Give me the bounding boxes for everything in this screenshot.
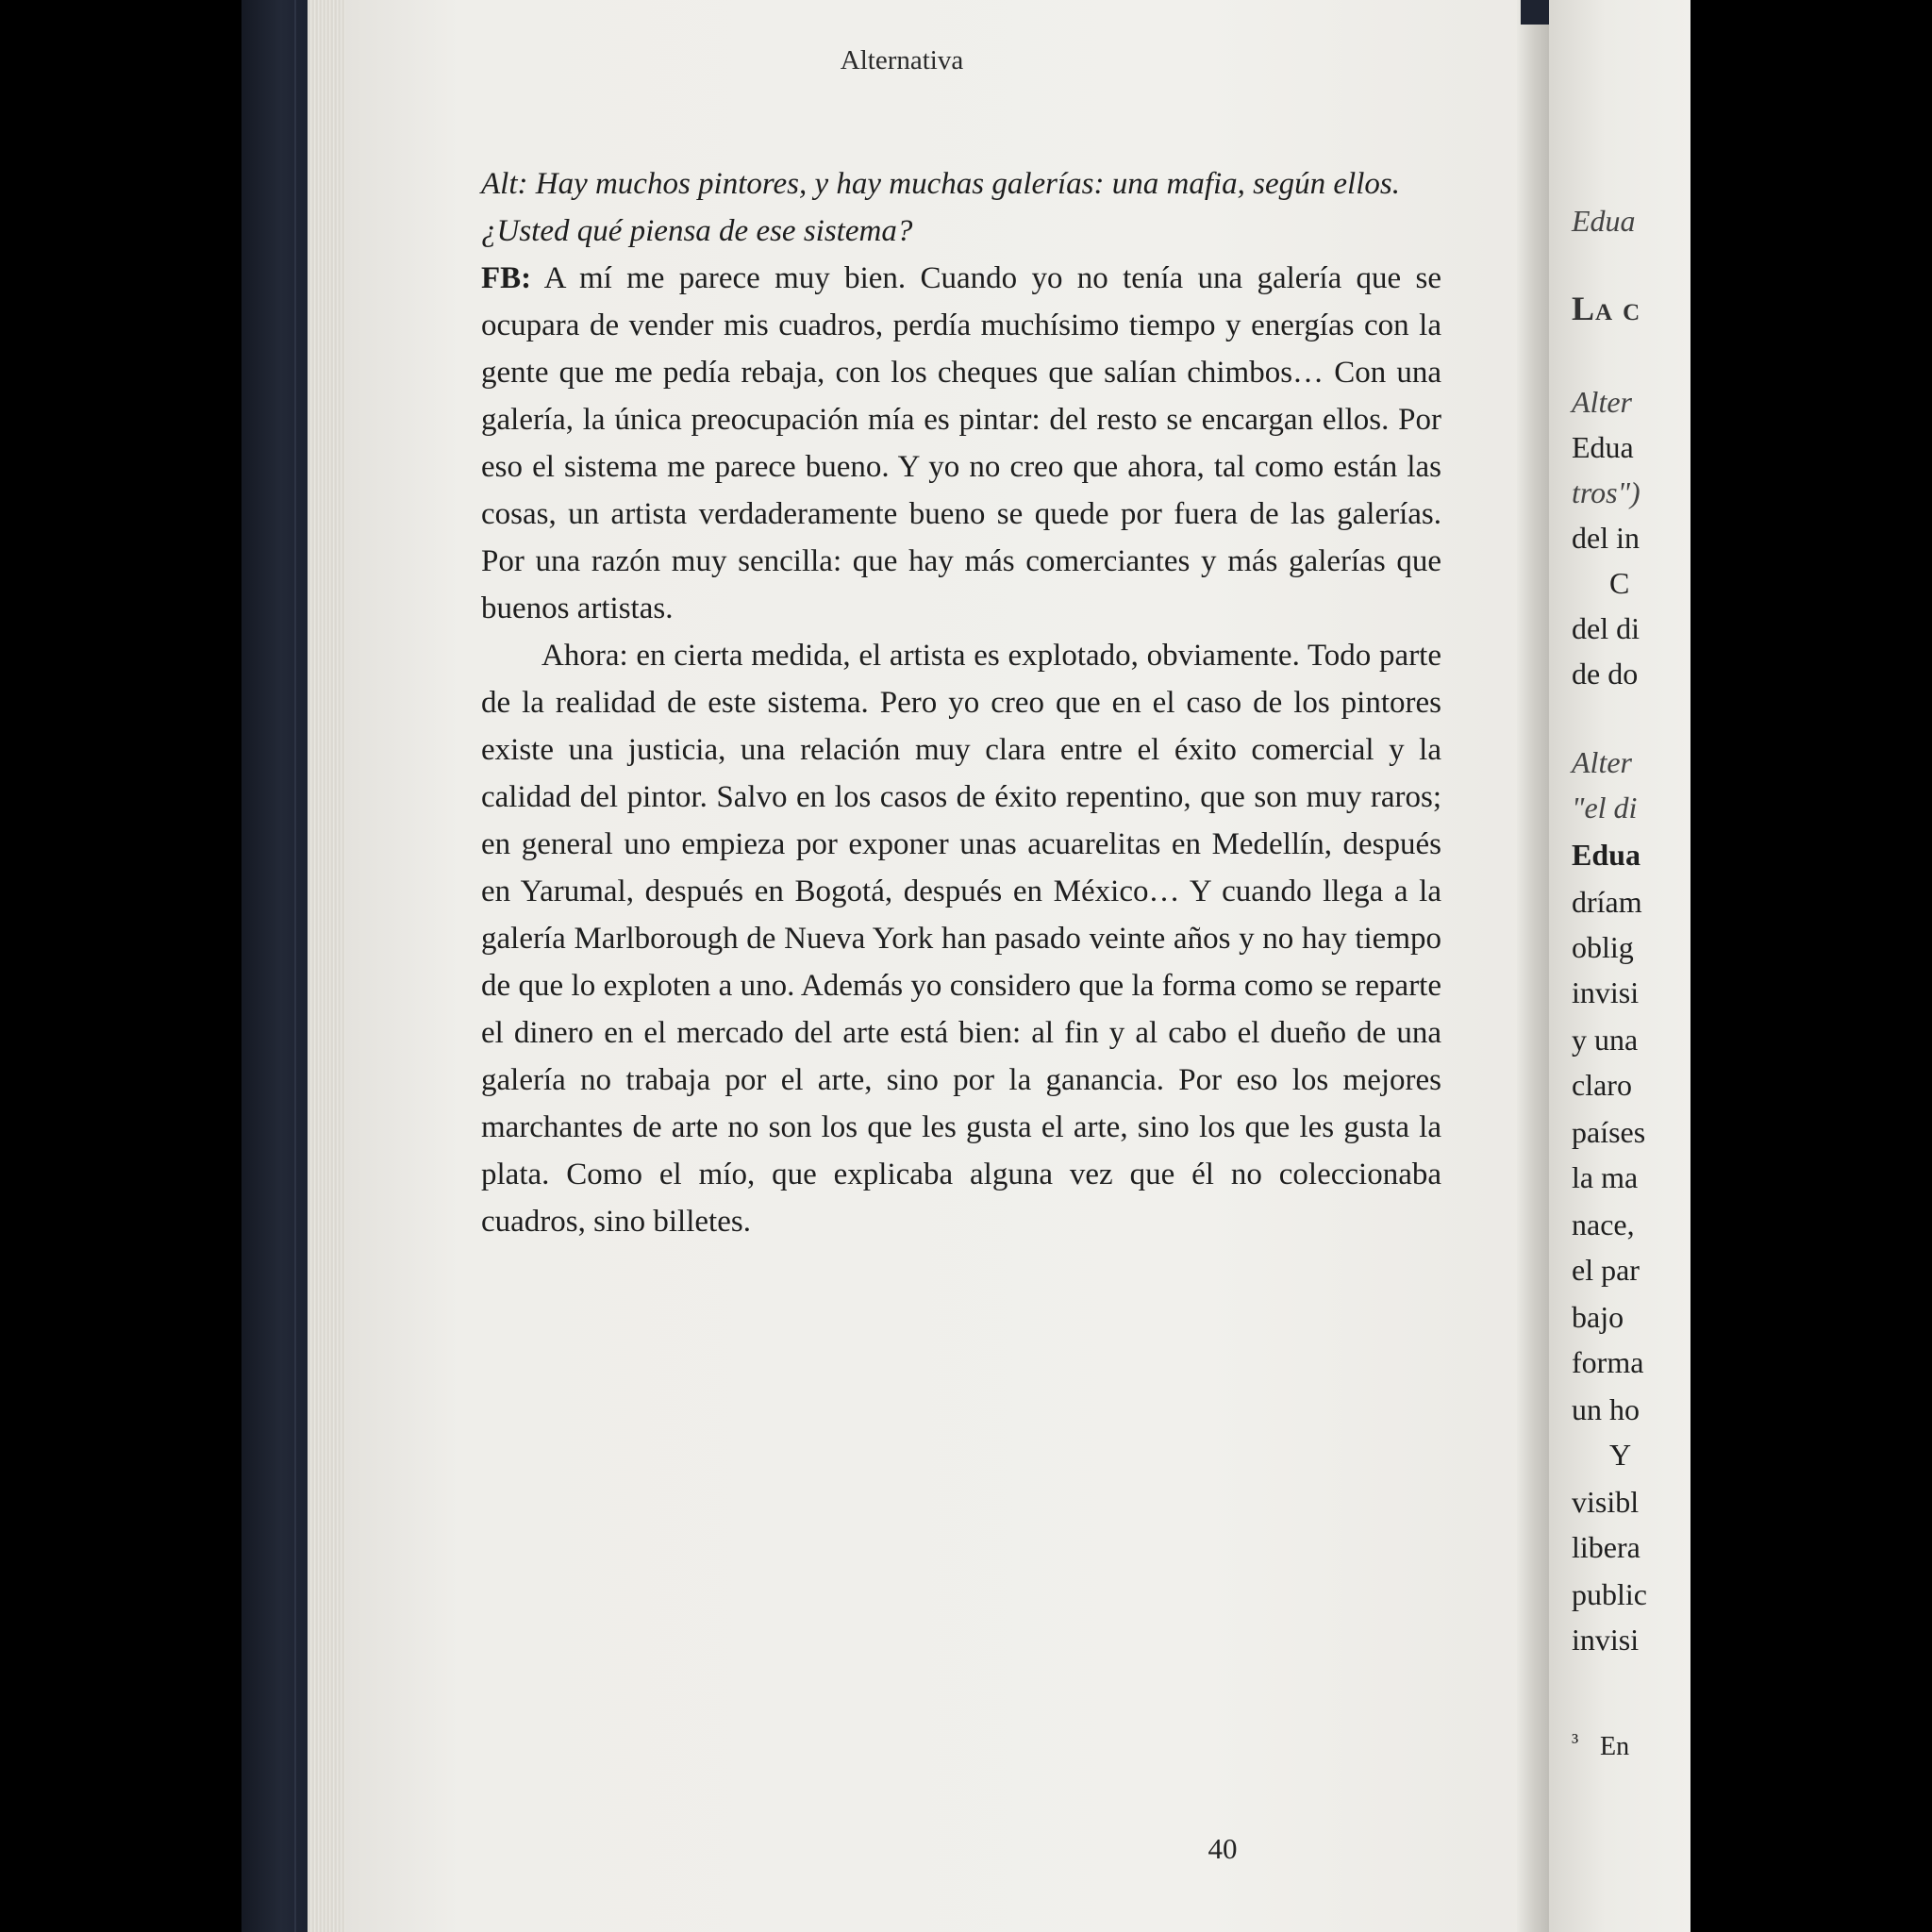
- right-page-line: invisi: [1572, 1623, 1640, 1657]
- right-page: [1549, 0, 1690, 1932]
- right-page-line: oblig: [1572, 930, 1634, 964]
- right-page-line: tros"): [1572, 475, 1641, 509]
- right-page-line: Edua: [1572, 204, 1636, 238]
- right-page-line: C: [1609, 566, 1630, 600]
- right-page-line: países: [1572, 1115, 1646, 1149]
- right-page-line: claro: [1572, 1068, 1632, 1102]
- question-line: Alt: Hay muchos pintores, y hay muchas galerías: una mafia, según ellos.: [481, 167, 1400, 201]
- answer-paragraph: Ahora: en cierta medida, el artista es explotado, obviamente. Todo parte de la realidad de este sistema. Pero yo creo que en el caso de los pintores existe una justicia, una relación muy clara entre el éxito comercial y la calidad del pintor. Salvo en los casos de éxito repentino, que son muy raros; en general uno empieza por exponer unas acuarelitas en Medellín, después en Yarumal, después en Bogotá, después en México… Y cuando llega a la galería Marlborough de Nueva York han pasado veinte años y no hay tiempo de que lo exploten a uno. Además yo considero que la forma como se reparte el dinero en el mercado del arte está bien: al fin y al cabo el dueño de una galería no trabaja por el arte, sino por la ganancia. Por eso los mejores marchantes de arte no son los que les gusta el arte, sino los que les gusta la plata. Como el mío, que explicaba alguna vez que él no coleccionaba cuadros, sino billetes.: [481, 639, 1441, 1239]
- question-line: ¿Usted qué piensa de ese sistema?: [481, 214, 913, 248]
- right-page-line: dríam: [1572, 885, 1642, 919]
- book-gutter: [1517, 0, 1549, 1932]
- right-page-line: Alter: [1572, 745, 1632, 779]
- right-page-line: Edua: [1572, 430, 1634, 464]
- right-page-footnote-mark: ³: [1572, 1730, 1579, 1755]
- answer-text: A mí me parece muy bien. Cuando yo no tenía una galería que se ocupara de vender mis cuadros, perdía muchísimo tiempo y energías con la gente que me pedía rebaja, con los cheques que salían chimbos… Con una galería, la única preocupación mía es pintar: del resto se encargan ellos. Por eso el sistema me parece bueno. Y yo no creo que ahora, tal como están las cosas, un artista verdaderamente bueno se quede por fuera de las galerías. Por una razón muy sencilla: que hay más comerciantes y más galerías que buenos artistas.: [481, 261, 1441, 625]
- interview-question: [481, 160, 1441, 255]
- speaker-label: FB:: [481, 261, 532, 295]
- right-page-line: nace,: [1572, 1208, 1635, 1241]
- right-page-line: public: [1572, 1577, 1647, 1611]
- right-page-line: del di: [1572, 611, 1640, 645]
- right-page-heading: La c: [1572, 290, 1641, 327]
- page-number: 40: [1208, 1832, 1238, 1865]
- right-page-line: el par: [1572, 1253, 1640, 1287]
- right-page-line: un ho: [1572, 1392, 1640, 1426]
- page-body: [481, 160, 1441, 1245]
- right-page-line: Edua: [1572, 838, 1641, 872]
- right-page-line: Alter: [1572, 385, 1632, 419]
- page-edges: [308, 0, 347, 1932]
- running-header: Alternativa: [840, 45, 964, 75]
- right-page-line: Y: [1609, 1438, 1632, 1472]
- right-page-line: la ma: [1572, 1160, 1639, 1194]
- right-page-line: bajo: [1572, 1300, 1624, 1334]
- right-page-line: y una: [1572, 1023, 1639, 1057]
- right-page-line: forma: [1572, 1345, 1644, 1379]
- right-page-line: invisi: [1572, 975, 1640, 1009]
- right-page-line: de do: [1572, 657, 1639, 691]
- book-cover-left: [242, 0, 308, 1932]
- right-page-footnote: En: [1600, 1732, 1630, 1761]
- right-page-line: "el di: [1572, 791, 1638, 824]
- right-page-line: libera: [1572, 1530, 1641, 1564]
- right-page-line: visibl: [1572, 1485, 1640, 1519]
- right-page-line: del in: [1572, 521, 1640, 555]
- answer-paragraph: [481, 255, 1441, 632]
- book-photo: [242, 0, 1690, 1932]
